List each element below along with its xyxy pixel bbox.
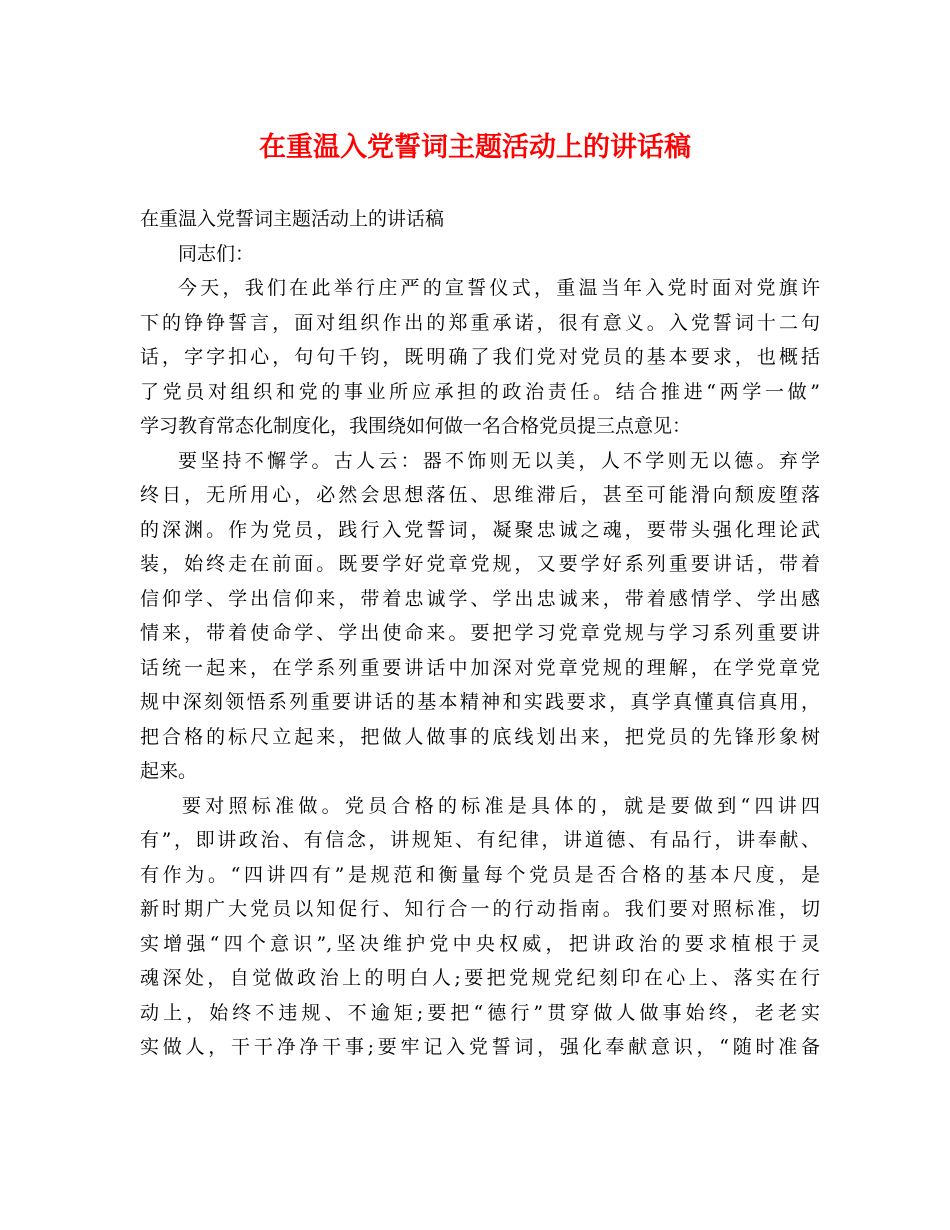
paragraph-line: 实增强“四个意识”,坚决维护党中央权威，把讲政治的要求植根于灵 <box>140 932 820 955</box>
paragraph-line: 终日，无所用心，必然会思想落伍、思维滞后，甚至可能滑向颓废堕落 <box>140 484 820 506</box>
paragraph-line: 魂深处，自觉做政治上的明白人;要把党规党纪刻印在心上、落实在行 <box>140 967 820 989</box>
paragraph-line: 的深渊。作为党员，践行入党誓词，凝聚忠诚之魂，要带头强化理论武 <box>140 518 820 541</box>
paragraph-line: 有”，即讲政治、有信念，讲规矩、有纪律，讲道德、有品行，讲奉献、 <box>140 829 820 851</box>
paragraph-line: 要坚持不懈学。古人云：器不饰则无以美，人不学则无以德。弃学 <box>178 449 820 472</box>
paragraph-line: 把合格的标尺立起来，把做人做事的底线划出来，把党员的先锋形象树 <box>140 725 820 748</box>
paragraph-line: 实做人，干干净净干事;要牢记入党誓词，强化奉献意识，“随时准备 <box>140 1036 820 1058</box>
paragraph-line: 话统一起来，在学系列重要讲话中加深对党章党规的理解，在学党章党 <box>140 656 820 679</box>
paragraph-line: 今天，我们在此举行庄严的宣誓仪式，重温当年入党时面对党旗许 <box>178 277 820 299</box>
document-body <box>140 202 820 1065</box>
paragraph-line: 装，始终走在前面。既要学好党章党规，又要学好系列重要讲话，带着 <box>140 553 820 575</box>
paragraph-line: 下的铮铮誓言，面对组织作出的郑重承诺，很有意义。入党誓词十二句 <box>140 311 820 334</box>
paragraph-line: 动上，始终不违规、不逾矩;要把“德行”贯穿做人做事始终，老老实 <box>140 1001 820 1024</box>
paragraph-line: 要对照标准做。党员合格的标准是具体的，就是要做到“四讲四 <box>182 794 820 817</box>
document-title: 在重温入党誓词主题活动上的讲话稿 <box>259 132 691 163</box>
paragraph-line: 了党员对组织和党的事业所应承担的政治责任。结合推进“两学一做” <box>140 380 820 403</box>
paragraph-line: 规中深刻领悟系列重要讲话的基本精神和实践要求，真学真懂真信真用， <box>140 691 820 713</box>
paragraph-line: 话，字字扣心，句句千钧，既明确了我们党对党员的基本要求，也概括 <box>140 346 820 368</box>
paragraph-line: 起来。 <box>140 760 198 782</box>
paragraph-line: 学习教育常态化制度化，我围绕如何做一名合格党员提三点意见： <box>140 415 692 437</box>
paragraph-line: 信仰学、学出信仰来，带着忠诚学、学出忠诚来，带着感情学、学出感 <box>140 587 820 610</box>
paragraph-line: 同志们： <box>178 242 255 265</box>
paragraph-line: 有作为。“四讲四有”是规范和衡量每个党员是否合格的基本尺度，是 <box>140 863 820 886</box>
paragraph-line: 在重温入党誓词主题活动上的讲话稿 <box>140 208 445 230</box>
paragraph-line: 情来，带着使命学、学出使命来。要把学习党章党规与学习系列重要讲 <box>140 622 820 644</box>
paragraph-line: 新时期广大党员以知促行、知行合一的行动指南。我们要对照标准，切 <box>140 898 820 920</box>
